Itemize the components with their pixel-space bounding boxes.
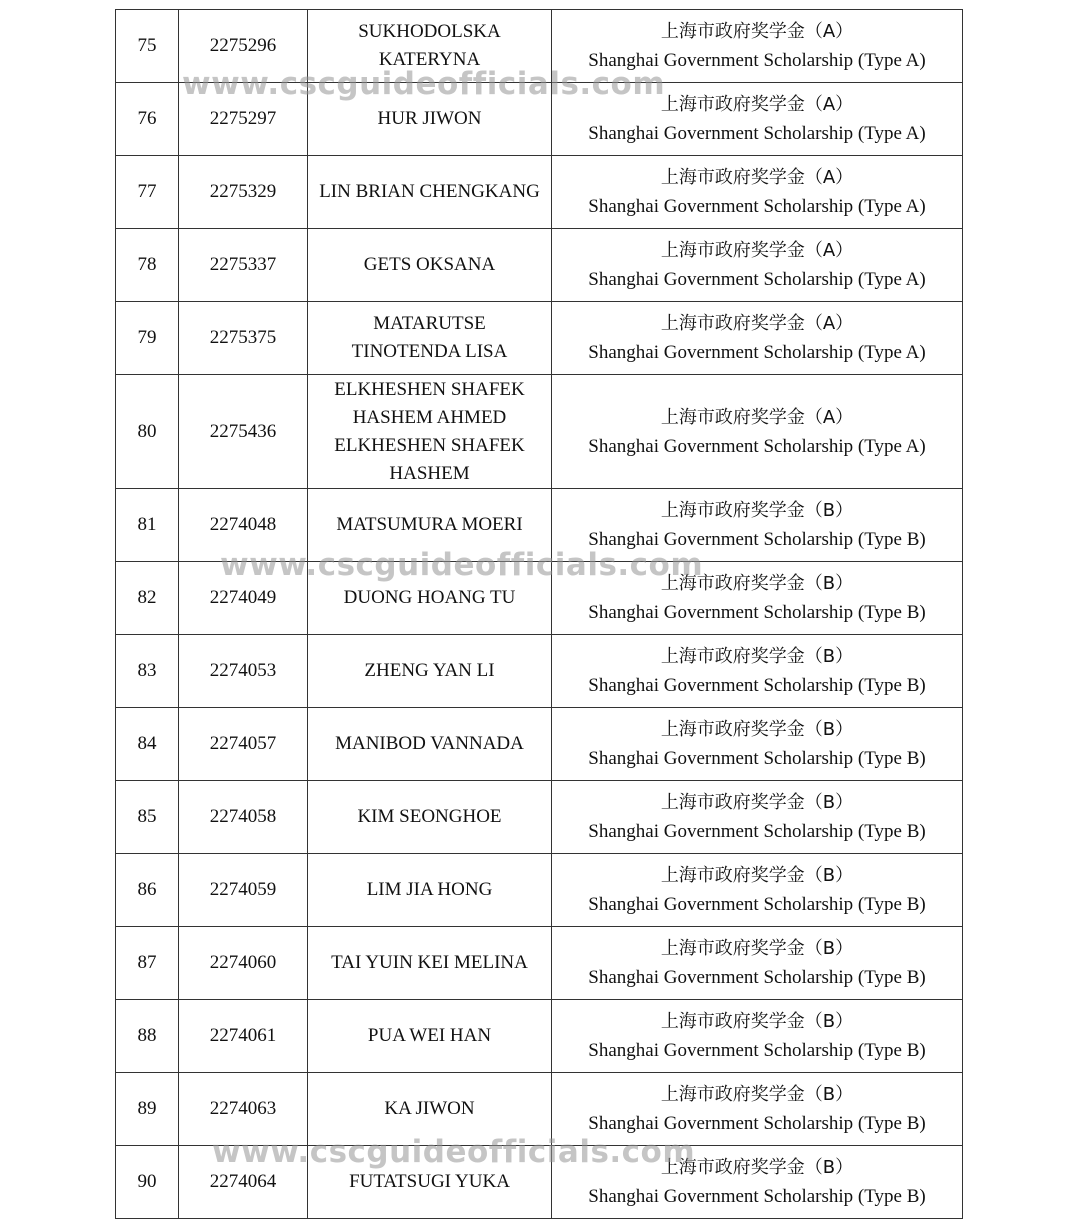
student-id: 2275296 xyxy=(179,10,308,83)
scholarship-name-chinese: 上海市政府奖学金（B） xyxy=(660,646,854,667)
table-row xyxy=(116,1146,963,1219)
student-name xyxy=(308,1146,552,1219)
student-id: 2275297 xyxy=(179,83,308,156)
student-id: 2275375 xyxy=(179,302,308,375)
student-name-line: HASHEM AHMED xyxy=(352,406,507,428)
scholarship-name-chinese: 上海市政府奖学金（B） xyxy=(660,500,854,521)
scholarship-type xyxy=(552,156,963,229)
student-name xyxy=(308,83,552,156)
student-name xyxy=(308,562,552,635)
scholarship-type xyxy=(552,1000,963,1073)
row-number: 78 xyxy=(116,229,179,302)
scholarship-name-english: Shanghai Government Scholarship (Type B) xyxy=(588,894,926,915)
student-name xyxy=(308,781,552,854)
student-name-line: ELKHESHEN SHAFEK xyxy=(334,434,525,456)
student-name xyxy=(308,1000,552,1073)
student-name xyxy=(308,635,552,708)
scholarship-name-english: Shanghai Government Scholarship (Type B) xyxy=(588,967,926,988)
scholarship-type xyxy=(552,1146,963,1219)
scholarship-type xyxy=(552,10,963,83)
student-id: 2274061 xyxy=(179,1000,308,1073)
student-name-line: MATSUMURA MOERI xyxy=(336,514,523,535)
scholarship-name-chinese: 上海市政府奖学金（B） xyxy=(660,865,854,886)
scholarship-type xyxy=(552,854,963,927)
student-name xyxy=(308,708,552,781)
student-name-line: ELKHESHEN SHAFEK xyxy=(334,378,525,400)
row-number: 79 xyxy=(116,302,179,375)
row-number: 88 xyxy=(116,1000,179,1073)
scholarship-type xyxy=(552,781,963,854)
table-row xyxy=(116,781,963,854)
table-row xyxy=(116,1000,963,1073)
student-name-line: LIN BRIAN CHENGKANG xyxy=(319,181,540,202)
scholarship-name-chinese: 上海市政府奖学金（B） xyxy=(660,938,854,959)
scholarship-type xyxy=(552,927,963,1000)
table-row xyxy=(116,1073,963,1146)
scholarship-name-english: Shanghai Government Scholarship (Type B) xyxy=(588,1040,926,1061)
student-name-line: GETS OKSANA xyxy=(363,254,496,275)
scholarship-name-english: Shanghai Government Scholarship (Type B) xyxy=(588,675,926,696)
student-name-line: KA JIWON xyxy=(384,1098,475,1119)
scholarship-type xyxy=(552,229,963,302)
scholarship-name-english: Shanghai Government Scholarship (Type A) xyxy=(588,342,926,363)
student-id: 2274048 xyxy=(179,489,308,562)
row-number: 86 xyxy=(116,854,179,927)
student-name xyxy=(308,1073,552,1146)
row-number: 81 xyxy=(116,489,179,562)
row-number: 90 xyxy=(116,1146,179,1219)
table-row xyxy=(116,229,963,302)
scholarship-type xyxy=(552,83,963,156)
scholarship-type xyxy=(552,1073,963,1146)
table-row xyxy=(116,302,963,375)
scholarship-name-chinese: 上海市政府奖学金（A） xyxy=(660,94,854,115)
student-id: 2275337 xyxy=(179,229,308,302)
scholarship-name-chinese: 上海市政府奖学金（A） xyxy=(660,21,854,42)
scholarship-name-english: Shanghai Government Scholarship (Type A) xyxy=(588,50,926,71)
table-row xyxy=(116,635,963,708)
scholarship-name-chinese: 上海市政府奖学金（B） xyxy=(660,792,854,813)
student-name-line: LIM JIA HONG xyxy=(366,879,493,900)
student-id: 2275329 xyxy=(179,156,308,229)
row-number: 83 xyxy=(116,635,179,708)
scholarship-name-chinese: 上海市政府奖学金（B） xyxy=(660,1157,854,1178)
scholarship-roster-table xyxy=(115,9,963,1219)
scholarship-name-chinese: 上海市政府奖学金（A） xyxy=(660,313,854,334)
roster-body xyxy=(116,10,963,1219)
row-number: 82 xyxy=(116,562,179,635)
student-name-line: TAI YUIN KEI MELINA xyxy=(331,952,528,973)
scholarship-type xyxy=(552,489,963,562)
scholarship-name-chinese: 上海市政府奖学金（B） xyxy=(660,1011,854,1032)
student-id: 2274063 xyxy=(179,1073,308,1146)
scholarship-name-chinese: 上海市政府奖学金（A） xyxy=(660,167,854,188)
student-name-line: KATERYNA xyxy=(378,49,481,70)
scholarship-name-english: Shanghai Government Scholarship (Type A) xyxy=(588,435,926,457)
student-name-line: MANIBOD VANNADA xyxy=(335,733,524,754)
student-name-line: FUTATSUGI YUKA xyxy=(349,1171,510,1192)
student-name xyxy=(308,302,552,375)
row-number: 84 xyxy=(116,708,179,781)
scholarship-name-english: Shanghai Government Scholarship (Type A) xyxy=(588,123,926,144)
watermark-text: www.cscguideofficials.com xyxy=(212,1134,696,1170)
student-name-line: KIM SEONGHOE xyxy=(357,806,502,827)
scholarship-name-english: Shanghai Government Scholarship (Type B) xyxy=(588,748,926,769)
scholarship-type xyxy=(552,708,963,781)
watermark-text: www.cscguideofficials.com xyxy=(182,66,666,102)
scholarship-name-english: Shanghai Government Scholarship (Type B) xyxy=(588,529,926,550)
row-number: 89 xyxy=(116,1073,179,1146)
student-name-line: SUKHODOLSKA xyxy=(358,21,501,42)
row-number: 75 xyxy=(116,10,179,83)
table-row xyxy=(116,489,963,562)
student-id: 2274053 xyxy=(179,635,308,708)
scholarship-type xyxy=(552,635,963,708)
student-id: 2274057 xyxy=(179,708,308,781)
row-number: 85 xyxy=(116,781,179,854)
student-name xyxy=(308,156,552,229)
table-row xyxy=(116,83,963,156)
student-name-line: HASHEM xyxy=(389,462,470,484)
student-name-line: HUR JIWON xyxy=(377,108,482,129)
table-row xyxy=(116,562,963,635)
table-row xyxy=(116,927,963,1000)
student-name xyxy=(308,489,552,562)
student-id: 2274064 xyxy=(179,1146,308,1219)
student-name xyxy=(308,375,552,489)
scholarship-name-chinese: 上海市政府奖学金（B） xyxy=(660,719,854,740)
scholarship-name-chinese: 上海市政府奖学金（B） xyxy=(660,573,854,594)
scholarship-type xyxy=(552,562,963,635)
table-row xyxy=(116,854,963,927)
student-name xyxy=(308,854,552,927)
student-name-line: PUA WEI HAN xyxy=(367,1025,492,1046)
student-id: 2274049 xyxy=(179,562,308,635)
row-number: 80 xyxy=(116,375,179,489)
scholarship-name-chinese: 上海市政府奖学金（A） xyxy=(660,240,854,261)
row-number: 76 xyxy=(116,83,179,156)
student-name-line: ZHENG YAN LI xyxy=(364,660,495,681)
scholarship-name-chinese: 上海市政府奖学金（A） xyxy=(660,406,854,428)
student-name xyxy=(308,10,552,83)
row-number: 87 xyxy=(116,927,179,1000)
scholarship-name-english: Shanghai Government Scholarship (Type B) xyxy=(588,1186,926,1207)
row-number: 77 xyxy=(116,156,179,229)
student-id: 2274060 xyxy=(179,927,308,1000)
table-row xyxy=(116,708,963,781)
scholarship-name-english: Shanghai Government Scholarship (Type B) xyxy=(588,821,926,842)
scholarship-name-english: Shanghai Government Scholarship (Type B) xyxy=(588,1113,926,1134)
student-id: 2274059 xyxy=(179,854,308,927)
student-id: 2274058 xyxy=(179,781,308,854)
student-name-line: DUONG HOANG TU xyxy=(343,587,516,608)
scholarship-type xyxy=(552,375,963,489)
scholarship-name-english: Shanghai Government Scholarship (Type B) xyxy=(588,602,926,623)
table-row xyxy=(116,375,963,489)
student-name xyxy=(308,927,552,1000)
table-row xyxy=(116,156,963,229)
student-name-line: MATARUTSE xyxy=(373,313,486,334)
scholarship-name-english: Shanghai Government Scholarship (Type A) xyxy=(588,196,926,217)
table-row xyxy=(116,10,963,83)
scholarship-type xyxy=(552,302,963,375)
student-id: 2275436 xyxy=(179,375,308,489)
watermark-text: www.cscguideofficials.com xyxy=(220,547,704,583)
scholarship-name-english: Shanghai Government Scholarship (Type A) xyxy=(588,269,926,290)
student-name-line: TINOTENDA LISA xyxy=(351,341,508,362)
student-name xyxy=(308,229,552,302)
scholarship-name-chinese: 上海市政府奖学金（B） xyxy=(660,1084,854,1105)
